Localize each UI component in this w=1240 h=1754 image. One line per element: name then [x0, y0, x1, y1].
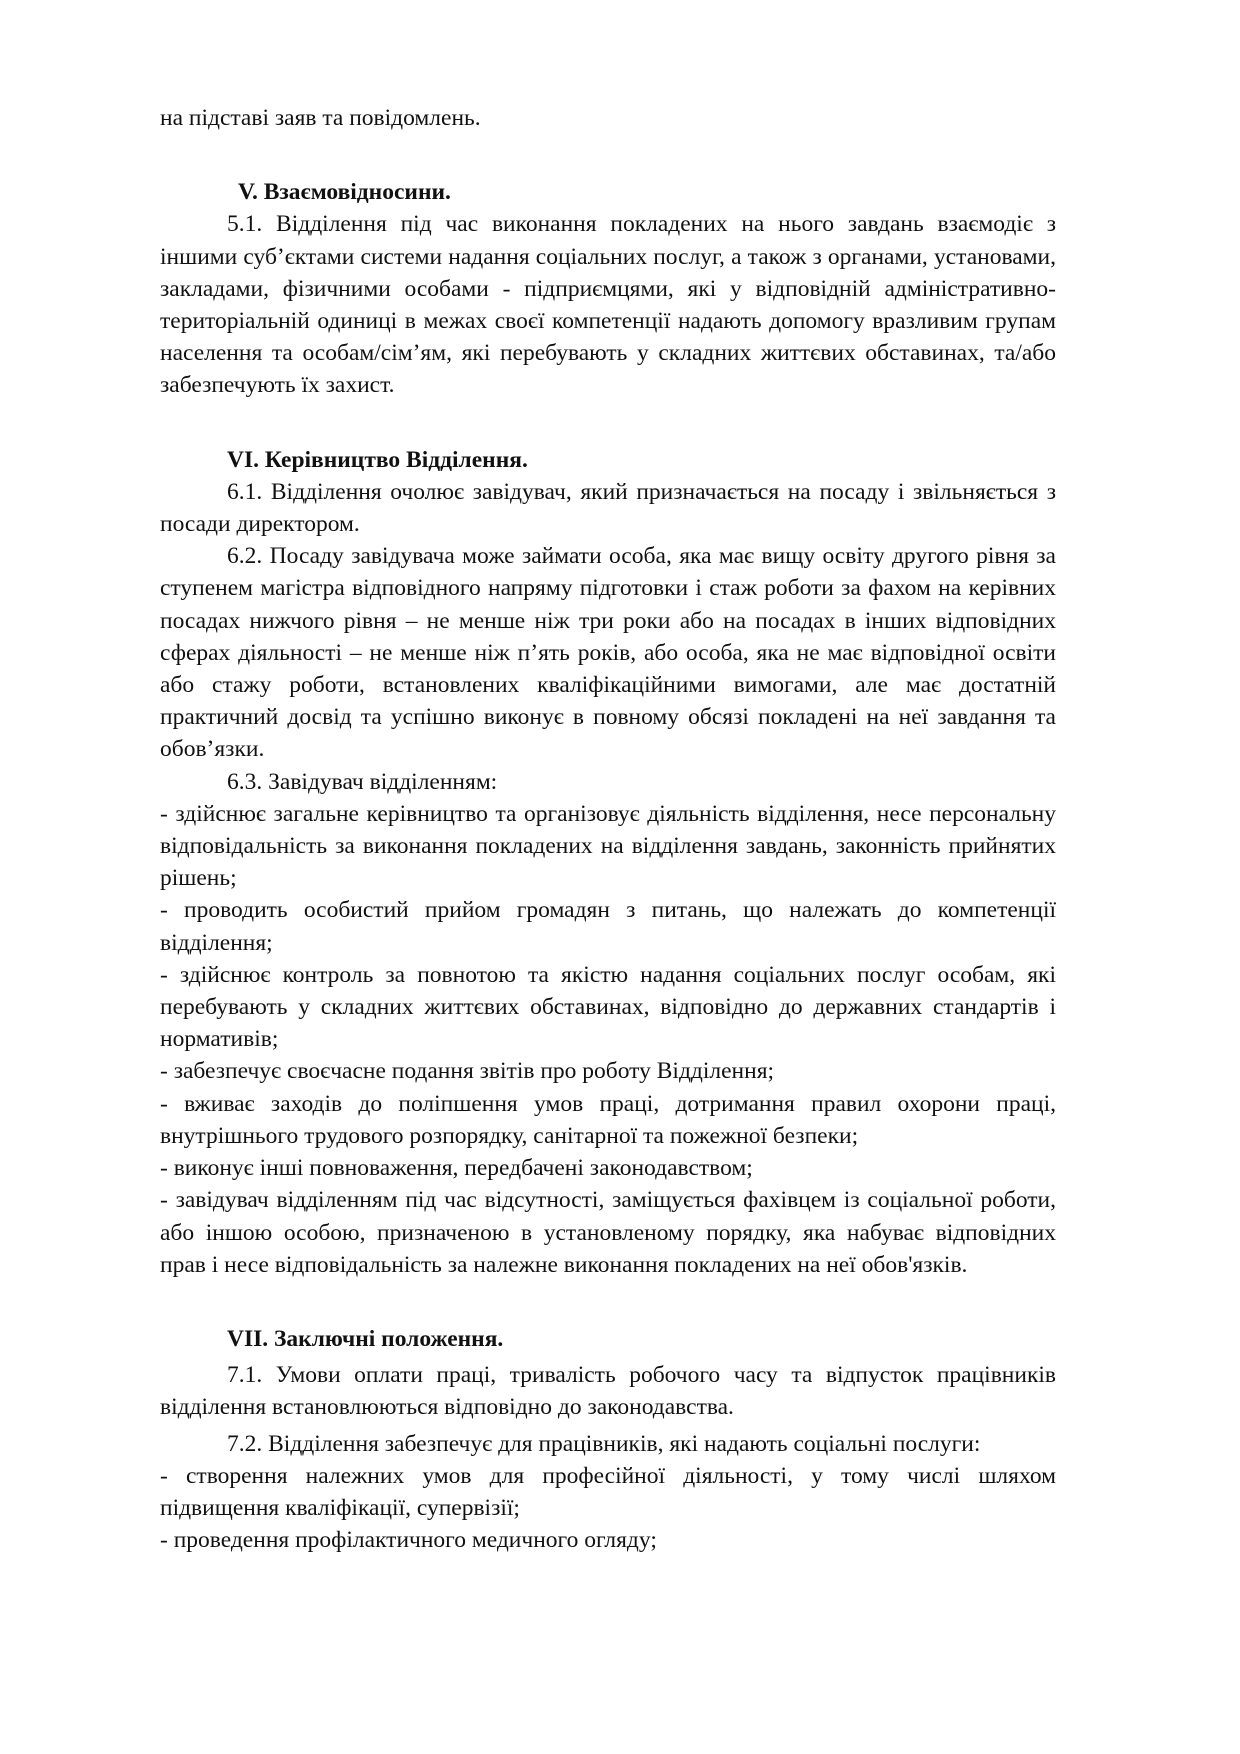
- list-item: - здійснює контроль за повнотою та якістю надання соціальних послуг особам, які перебувають у складних життєвих обставинах, відповідно до державних стандартів і нормативів;: [160, 961, 1056, 1053]
- section-heading: VI. Керівництво Відділення.: [227, 446, 528, 473]
- intro-tail-text: на підставі заяв та повідомлень.: [160, 105, 481, 131]
- list-item: - створення належних умов для професійної діяльності, у тому числі шляхом підвищення кваліфікації, супервізії;: [160, 1462, 1056, 1521]
- section-heading: VII. Заключні положення.: [227, 1325, 504, 1352]
- spacer: [160, 402, 1056, 444]
- paragraph-6-2: 6.2. Посаду завідувача може займати особа, яка має вищу освіту другого рівня за ступенем магістра відповідного напряму підготовки і стаж роботи за фахом на керівних посадах нижчого рівня – не менше ніж три роки або на посадах в інших відповідних сферах діяльності – не менше ніж п’ять років, або особа, яка не має відповідної освіти або стажу роботи, встановлених кваліфікаційними вимогами, але має достатній практичний досвід та успішно виконує в повному обсязі покладені на неї завдання та обов’язки.: [160, 543, 1056, 763]
- paragraph-7-1: 7.1. Умови оплати праці, тривалість робочого часу та відпусток працівників відділення встановлюються відповідно до законодавства.: [160, 1362, 1056, 1421]
- list-item: - забезпечує своєчасне подання звітів про роботу Відділення;: [160, 1058, 775, 1085]
- paragraph-6-1: 6.1. Відділення очолює завідувач, який призначається на посаду і звільняється з посади директором.: [160, 478, 1056, 538]
- list-item: - проведення профілактичного медичного огляду;: [160, 1527, 657, 1554]
- list-item: - проводить особистий прийом громадян з питань, що належать до компетенції відділення;: [160, 897, 1056, 956]
- paragraph-5-1: 5.1. Відділення під час виконання покладених на нього завдань взаємодіє з іншими суб’єктами системи надання соціальних послуг, а також з органами, установами, закладами, фізичними особами - підприємцями, які у відповідній адміністративно-територіальній одиниці в межах своєї компетенції надають допомогу вразливим групам населення та особам/сім’ям, які перебувають у складних життєвих обставинах, та/або забезпечують їх захист.: [160, 211, 1056, 399]
- document-page: [160, 102, 1056, 1556]
- list-item: - завідувач відділенням під час відсутності, заміщується фахівцем із соціальної роботи, або іншою особою, призначеною в установленому порядку, яка набуває відповідних прав і несе відповідальність за належне виконання покладених на неї обов'язків.: [160, 1187, 1056, 1278]
- list-item: - здійснює загальне керівництво та організовує діяльність відділення, несе персональну відповідальність за виконання покладених на відділення завдань, законність прийнятих рішень;: [160, 800, 1056, 892]
- section-v: [160, 176, 1056, 401]
- section-heading: V. Взаємовідносини.: [238, 179, 451, 206]
- spacer: [160, 1281, 1056, 1323]
- section-vii: [160, 1323, 1056, 1556]
- list-item: - вживає заходів до поліпшення умов праці, дотримання правил охорони праці, внутрішнього трудового розпорядку, санітарної та пожежної безпеки;: [160, 1090, 1056, 1149]
- spacer: [160, 134, 1056, 176]
- paragraph-7-2: 7.2. Відділення забезпечує для працівників, які надають соціальні послуги:: [227, 1430, 981, 1457]
- paragraph-6-3: 6.3. Завідувач відділенням:: [227, 768, 498, 795]
- section-vi: [160, 444, 1056, 1281]
- list-item: - виконує інші повноваження, передбачені законодавством;: [160, 1155, 753, 1182]
